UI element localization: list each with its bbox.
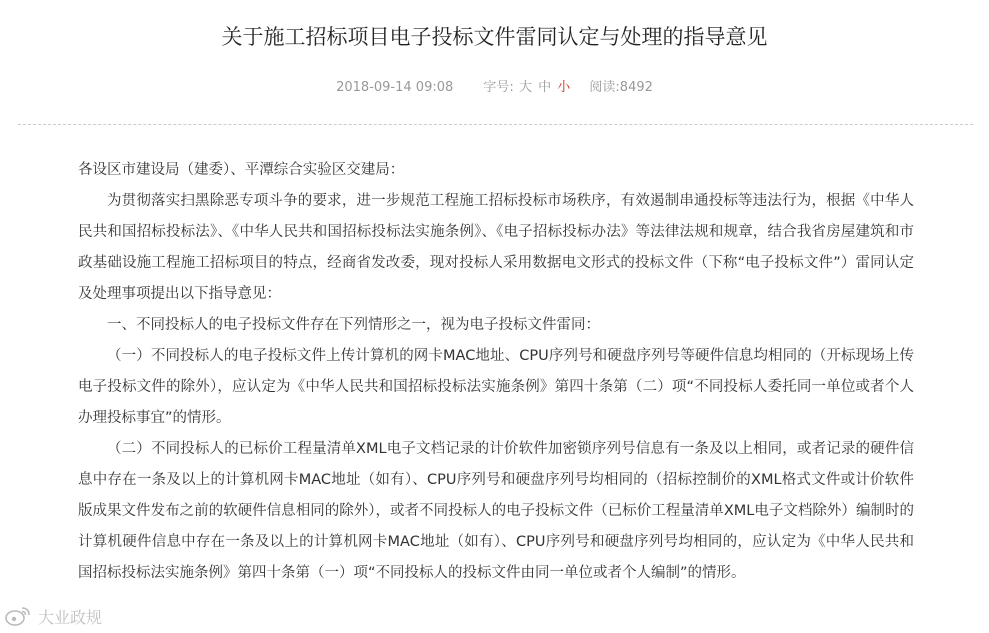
body-paragraph: 一、不同投标人的电子投标文件存在下列情形之一，视为电子投标文件雷同： <box>107 317 600 333</box>
body-paragraph: 为贯彻落实扫黑除恶专项斗争的要求，进一步规范工程施工招标投标市场秩序，有效遏制串通投标等违法行为，根据《中华人民共和国招标投标法》、《中华人民共和国招标投标法实施条例》、《电子招标投标办法》等法律法规和规章，结合我省房屋建筑和市政基础设施工程施工招标项目的特点，经商省发改委，现对投标人采用数据电文形式的投标文件（下称“电子投标文件”）雷同认定及处理事项提出以下指导意见： <box>78 193 914 302</box>
header-divider <box>18 124 973 125</box>
read-count <box>589 80 652 95</box>
body-paragraph: （二）不同投标人的已标价工程量清单XML电子文档记录的计价软件加密锁序列号信息有一条及以上相同，或者记录的硬件信息中存在一条及以上的计算机网卡MAC地址（如有）、CPU序列号和硬盘序列号均相同的（招标控制价的XML格式文件或计价软件版成果文件发布之前的软硬件信息相同的除外），或者不同投标人的电子投标文件（已标价工程量清单XML电子文档除外）编制时的计算机硬件信息中存在一条及以上的计算机网卡MAC地址（如有）、CPU序列号和硬盘序列号均相同的，应认定为《中华人民共和国招标投标法实施条例》第四十条第（一）项“不同投标人的投标文件由同一单位或者个人编制”的情形。 <box>78 441 914 581</box>
read-label: 阅读: <box>589 80 620 95</box>
font-size-label: 字号: <box>483 80 514 95</box>
weibo-logo-icon <box>4 605 32 627</box>
font-size-small-link[interactable]: 小 <box>557 80 571 95</box>
publish-date: 2018-09-14 09:08 <box>336 80 454 95</box>
font-size-large-link[interactable]: 大 <box>518 80 532 95</box>
salutation: 各设区市建设局（建委）、平潭综合实验区交建局： <box>78 162 405 178</box>
article-title: 关于施工招标项目电子投标文件雷同认定与处理的指导意见 <box>221 25 768 49</box>
article-meta <box>0 79 989 97</box>
font-size-control <box>483 80 575 95</box>
body-paragraph: （一）不同投标人的电子投标文件上传计算机的网卡MAC地址、CPU序列号和硬盘序列号等硬件信息均相同的（开标现场上传电子投标文件的除外），应认定为《中华人民共和国招标投标法实施条例》第四十条第（二）项“不同投标人委托同一单位或者个人办理投标事宜”的情形。 <box>78 348 914 426</box>
watermark-text: 大业政规 <box>38 607 103 627</box>
watermark <box>4 603 102 629</box>
article-body <box>78 155 914 589</box>
read-count-value: 8492 <box>619 80 653 95</box>
font-size-medium-link[interactable]: 中 <box>538 80 552 95</box>
